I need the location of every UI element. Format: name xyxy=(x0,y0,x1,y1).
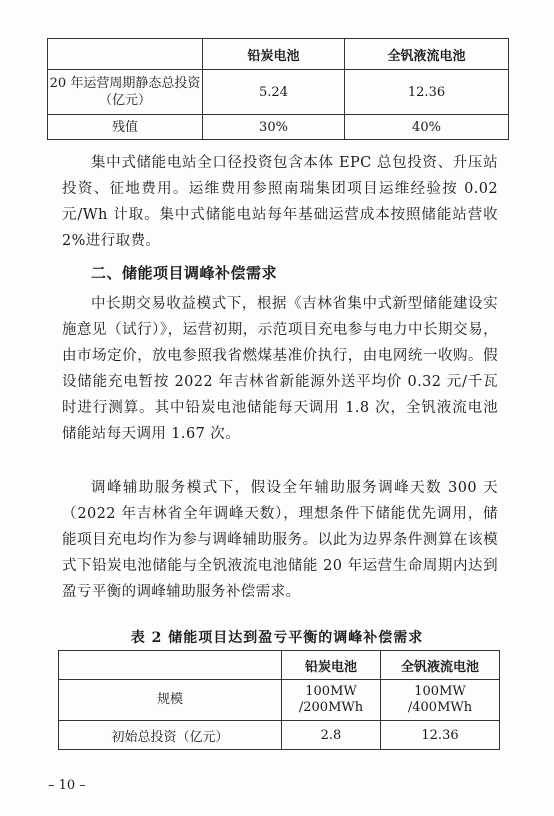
table-row xyxy=(59,680,500,721)
table-header-cell: 铅炭电池 xyxy=(203,39,345,70)
row-label: 残值 xyxy=(48,115,203,140)
paragraph: 调峰辅助服务模式下，假设全年辅助服务调峰天数 300 天（2022 年吉林省全年调峰天数），理想条件下储能优先调用，储能项目充电均作为参与调峰辅助服务。以此为边界条件测算在该模式下铅炭电池储能与全钒液流电池储能 20 年运营生命周期内达到盈亏平衡的调峰辅助服务补偿需求。 xyxy=(62,480,498,600)
table-cell: 12.36 xyxy=(381,721,500,750)
table-header-cell xyxy=(59,651,282,680)
table-cell: 100MW /200MWh xyxy=(282,680,381,721)
table-cell: 40% xyxy=(345,115,509,140)
table-cell: 100MW /400MWh xyxy=(381,680,500,721)
page-number: – 10 – xyxy=(48,778,86,793)
table-header-cell: 铅炭电池 xyxy=(282,651,381,680)
table-cell: 30% xyxy=(203,115,345,140)
table-header-cell xyxy=(48,39,203,70)
table-cell: 5.24 xyxy=(203,70,345,115)
table-header-cell: 全钒液流电池 xyxy=(345,39,509,70)
row-label: 20 年运营周期静态总投资（亿元） xyxy=(48,70,203,115)
table-row xyxy=(48,115,509,140)
paragraph: 集中式储能电站全口径投资包含本体 EPC 总包投资、升压站投资、征地费用。运维费用参照南瑞集团项目运维经验按 0.02 元/Wh 计取。集中式储能电站每年基础运营成本按照储能站营收 2%进行取费。 xyxy=(62,155,498,249)
investment-table xyxy=(47,38,509,140)
row-label: 规模 xyxy=(59,680,282,721)
table-cell: 2.8 xyxy=(282,721,381,750)
compensation-table xyxy=(58,650,500,750)
table-row xyxy=(59,721,500,750)
row-label: 初始总投资（亿元） xyxy=(59,721,282,750)
section-heading: 二、储能项目调峰补偿需求 xyxy=(91,264,278,282)
paragraph: 中长期交易收益模式下，根据《吉林省集中式新型储能建设实施意见（试行）》，运营初期，示范项目充电参与电力中长期交易，由市场定价，放电参照我省燃煤基准价执行，由电网统一收购。假设储能充电暂按 2022 年吉林省新能源外送平均价 0.32 元/千瓦时进行测算。其中铅炭电池储能每天调用 1.8 次，全钒液流电池储能站每天调用 1.67 次。 xyxy=(62,296,498,442)
table-cell: 12.36 xyxy=(345,70,509,115)
table-row xyxy=(48,70,509,115)
table-caption: 表 2 储能项目达到盈亏平衡的调峰补偿需求 xyxy=(130,630,424,646)
table-header-cell: 全钒液流电池 xyxy=(381,651,500,680)
